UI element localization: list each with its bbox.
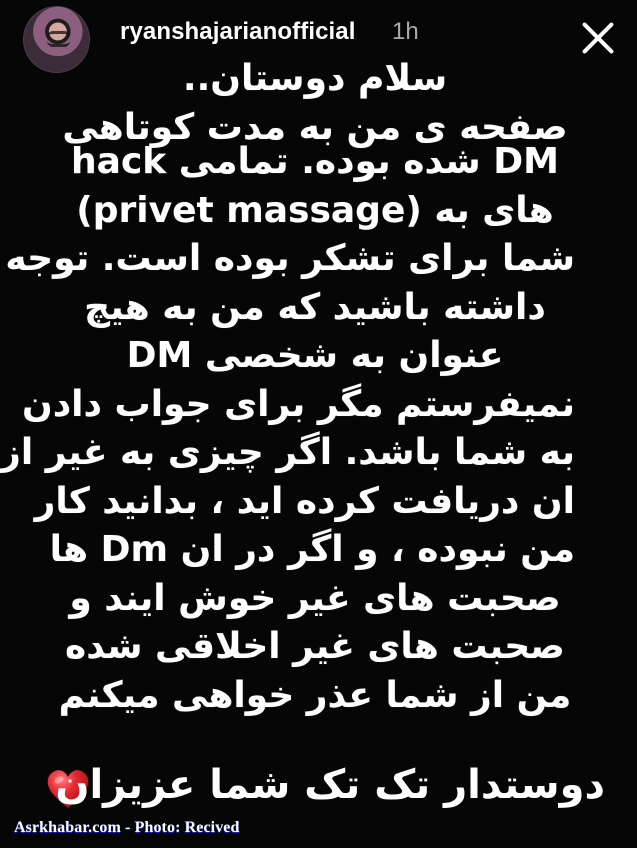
story-line-7: عنوان به شخصی DM [126,335,504,376]
closing-line: دوستدار تک تک شما عزیزان [55,762,605,808]
story-line-9: به شما باشد. اگر چیزی به غیر از [0,432,575,473]
story-line-4: (privet massage) های به [76,190,554,231]
source-watermark: Asrkhabar.com - Photo: Recived [14,819,240,836]
username-link[interactable]: ryanshajarianofficial [120,18,356,45]
story-line-8: نمیفرستم مگر برای جواب دادن [21,384,575,425]
story-line-10: ان دریافت کرده اید ، بدانید کار [34,481,575,522]
story-line-12: صحبت های غیر خوش ایند و [69,578,561,619]
story-line-5: شما برای تشکر بوده است. توجه [5,238,575,279]
story-line-2: صفحه ی من به مدت کوتاهی [62,107,568,148]
story-line-1: سلام دوستان.. [182,58,448,99]
story-line-11: من نبوده ، و اگر در ان Dm ها [49,529,575,570]
closing-message [45,760,605,814]
story-line-3: hack شده بوده. تمامی DM [71,141,559,182]
story-line-6: داشته باشید که من به هیچ [84,287,546,328]
post-age: 1h [392,18,419,45]
story-line-14: من از شما عذر خواهی میکنم [58,675,572,716]
story-line-13: صحبت های غیر اخلاقی شده [65,626,565,667]
